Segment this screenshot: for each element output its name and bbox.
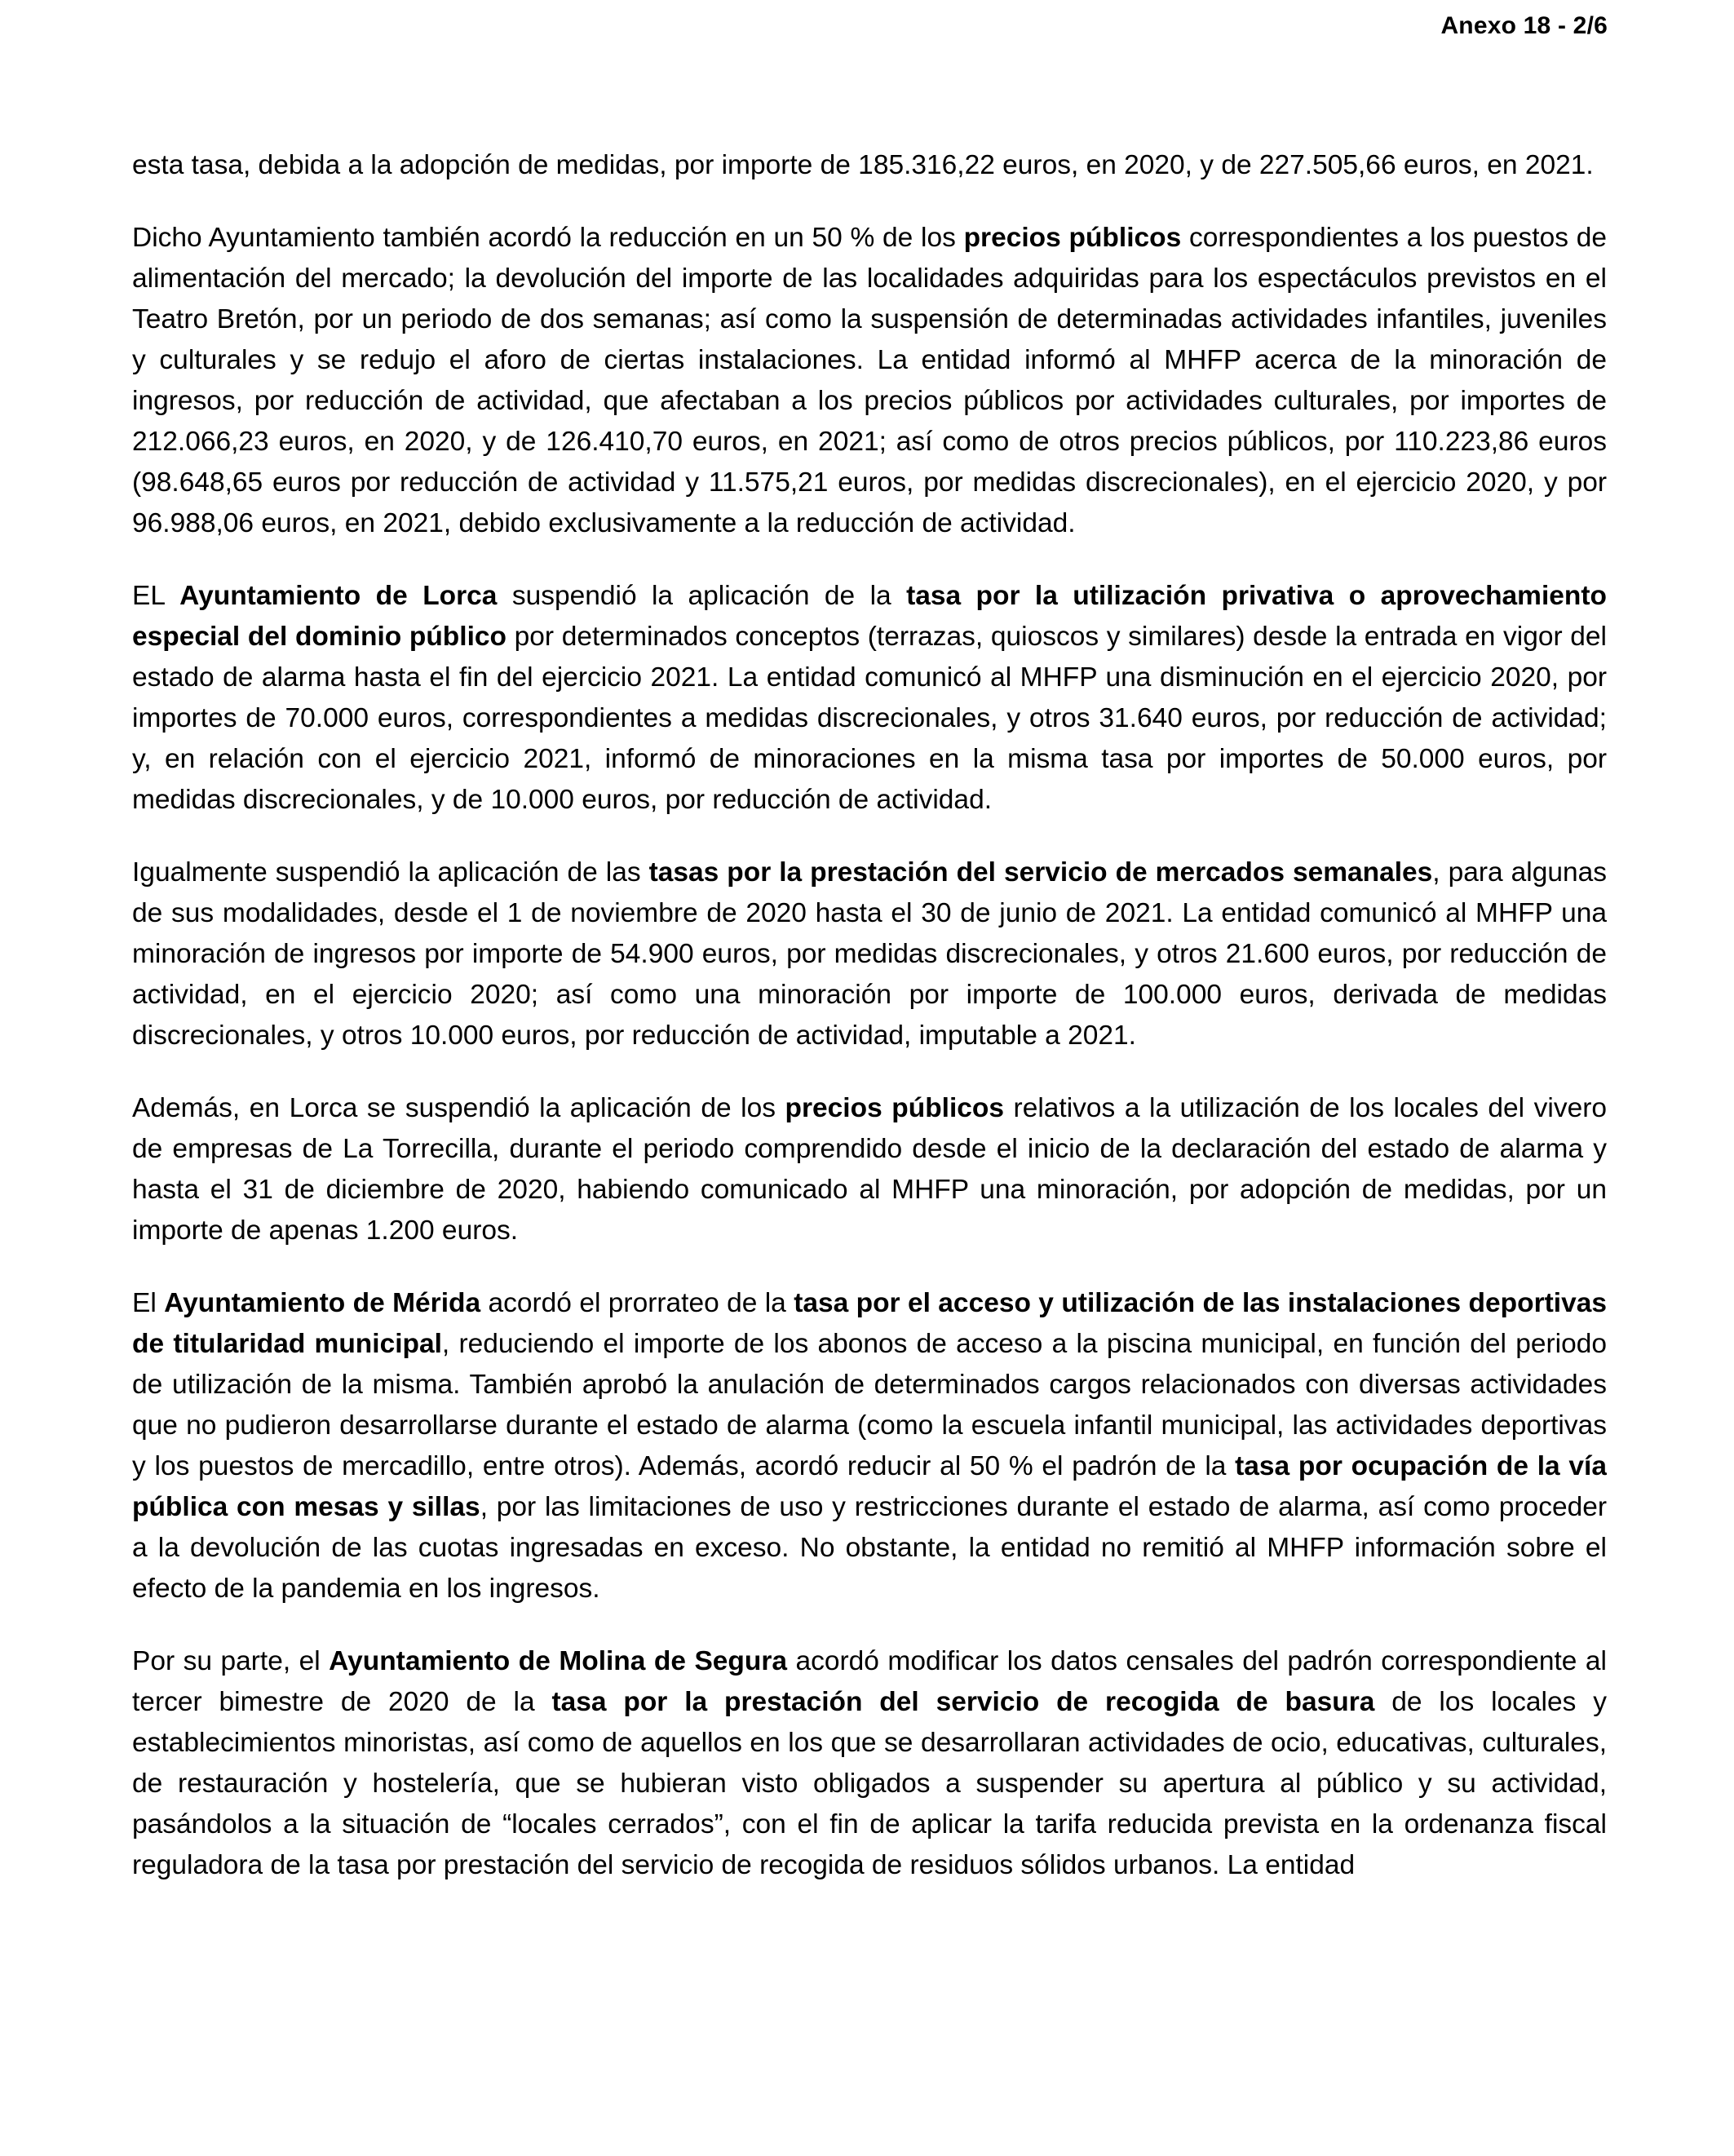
emphasis-text: tasa por la utilización privativa o aprovechamiento especial del dominio público (132, 581, 1607, 652)
emphasis-text: tasa por la prestación del servicio de recogida de basura (551, 1687, 1375, 1717)
emphasis-text: Ayuntamiento de Molina de Segura (329, 1646, 788, 1676)
emphasis-text: tasa por el acceso y utilización de las instalaciones deportivas de titularidad municipal (132, 1288, 1607, 1359)
body-text: relativos a la utilización de los locales del vivero de empresas de La Torrecilla, durante el periodo comprendido desde el inicio de la declaración del estado de alarma y hasta el 31 de diciembre de 2020, habiendo comunicado al MHFP una minoración, por adopción de medidas, por un importe de apenas 1.200 euros. (132, 1093, 1607, 1246)
body-text: , reduciendo el importe de los abonos de acceso a la piscina municipal, en función del periodo de utilización de la misma. También aprobó la anulación de determinados cargos relacionados con diversas actividades que no pudieron desarrollarse durante el estado de alarma (como la escuela infantil municipal, las actividades deportivas y los puestos de mercadillo, entre otros). Además, acordó reducir al 50 % el padrón de la (132, 1329, 1607, 1481)
body-text: correspondientes a los puestos de alimentación del mercado; la devolución del importe de las localidades adquiridas para los espectáculos previstos en el Teatro Bretón, por un periodo de dos semanas; así como la suspensión de determinadas actividades infantiles, juveniles y culturales y se redujo el aforo de ciertas instalaciones. La entidad informó al MHFP acerca de la minoración de ingresos, por reducción de actividad, que afectaban a los precios públicos por actividades culturales, por importes de 212.066,23 euros, en 2020, y de 126.410,70 euros, en 2021; así como de otros precios públicos, por 110.223,86 euros (98.648,65 euros por reducción de actividad y 11.575,21 euros, por medidas discrecionales), en el ejercicio 2020, y por 96.988,06 euros, en 2021, debido exclusivamente a la reducción de actividad. (132, 223, 1607, 538)
emphasis-text: Ayuntamiento de Lorca (179, 581, 498, 611)
emphasis-text: precios públicos (785, 1093, 1004, 1123)
paragraph-para-merida-instalaciones-deportivas (132, 1283, 1607, 1609)
paragraph-para-lorca-vivero-empresas (132, 1088, 1607, 1251)
emphasis-text: Ayuntamiento de Mérida (164, 1288, 481, 1318)
body-text: acordó modificar los datos censales del padrón correspondiente al tercer bimestre de 2020 de la (132, 1646, 1607, 1717)
paragraph-para-tasa-continuacion (132, 145, 1607, 186)
paragraph-para-precios-publicos-mercado (132, 218, 1607, 544)
body-text: , por las limitaciones de uso y restricciones durante el estado de alarma, así como proceder a la devolución de las cuotas ingresadas en exceso. No obstante, la entidad no remitió al MHFP información sobre el efecto de la pandemia en los ingresos. (132, 1492, 1607, 1604)
paragraph-para-mercados-semanales (132, 852, 1607, 1056)
emphasis-text: precios públicos (963, 223, 1182, 253)
body-text: , para algunas de sus modalidades, desde el 1 de noviembre de 2020 hasta el 30 de junio de 2021. La entidad comunicó al MHFP una minoración de ingresos por importe de 54.900 euros, por medidas discrecionales, y otros 21.600 euros, por reducción de actividad, en el ejercicio 2020; así como una minoración por importe de 100.000 euros, derivada de medidas discrecionales, y otros 10.000 euros, por reducción de actividad, imputable a 2021. (132, 857, 1607, 1051)
body-text: por determinados conceptos (terrazas, quioscos y similares) desde la entrada en vigor del estado de alarma hasta el fin del ejercicio 2021. La entidad comunicó al MHFP una disminución en el ejercicio 2020, por importes de 70.000 euros, correspondientes a medidas discrecionales, y otros 31.640 euros, por reducción de actividad; y, en relación con el ejercicio 2021, informó de minoraciones en la misma tasa por importes de 50.000 euros, por medidas discrecionales, y de 10.000 euros, por reducción de actividad. (132, 622, 1607, 815)
document-body (132, 145, 1607, 1886)
emphasis-text: tasas por la prestación del servicio de mercados semanales (648, 857, 1433, 888)
paragraph-para-molina-de-segura-basura (132, 1641, 1607, 1886)
body-text: Igualmente suspendió la aplicación de las (132, 857, 649, 888)
body-text: El (132, 1288, 165, 1318)
paragraph-para-lorca-dominio-publico (132, 576, 1607, 821)
body-text: Dicho Ayuntamiento también acordó la reducción en un 50 % de los (132, 223, 964, 253)
body-text: Por su parte, el (132, 1646, 330, 1676)
body-text: suspendió la aplicación de la (497, 581, 907, 611)
emphasis-text: tasa por ocupación de la vía pública con mesas y sillas (132, 1451, 1607, 1522)
body-text: de los locales y establecimientos minoristas, así como de aquellos en los que se desarrollaran actividades de ocio, educativas, culturales, de restauración y hostelería, que se hubieran visto obligados a suspender su apertura al público y su actividad, pasándolos a la situación de “locales cerrados”, con el fin de aplicar la tarifa reducida prevista en la ordenanza fiscal reguladora de la tasa por prestación del servicio de recogida de residuos sólidos urbanos. La entidad (132, 1687, 1607, 1880)
page-header-label: Anexo 18 - 2/6 (1440, 12, 1608, 39)
body-text: esta tasa, debida a la adopción de medidas, por importe de 185.316,22 euros, en 2020, y de 227.505,66 euros, en 2021. (132, 150, 1594, 180)
body-text: EL (132, 581, 180, 611)
body-text: acordó el prorrateo de la (480, 1288, 794, 1318)
body-text: Además, en Lorca se suspendió la aplicación de los (132, 1093, 785, 1123)
